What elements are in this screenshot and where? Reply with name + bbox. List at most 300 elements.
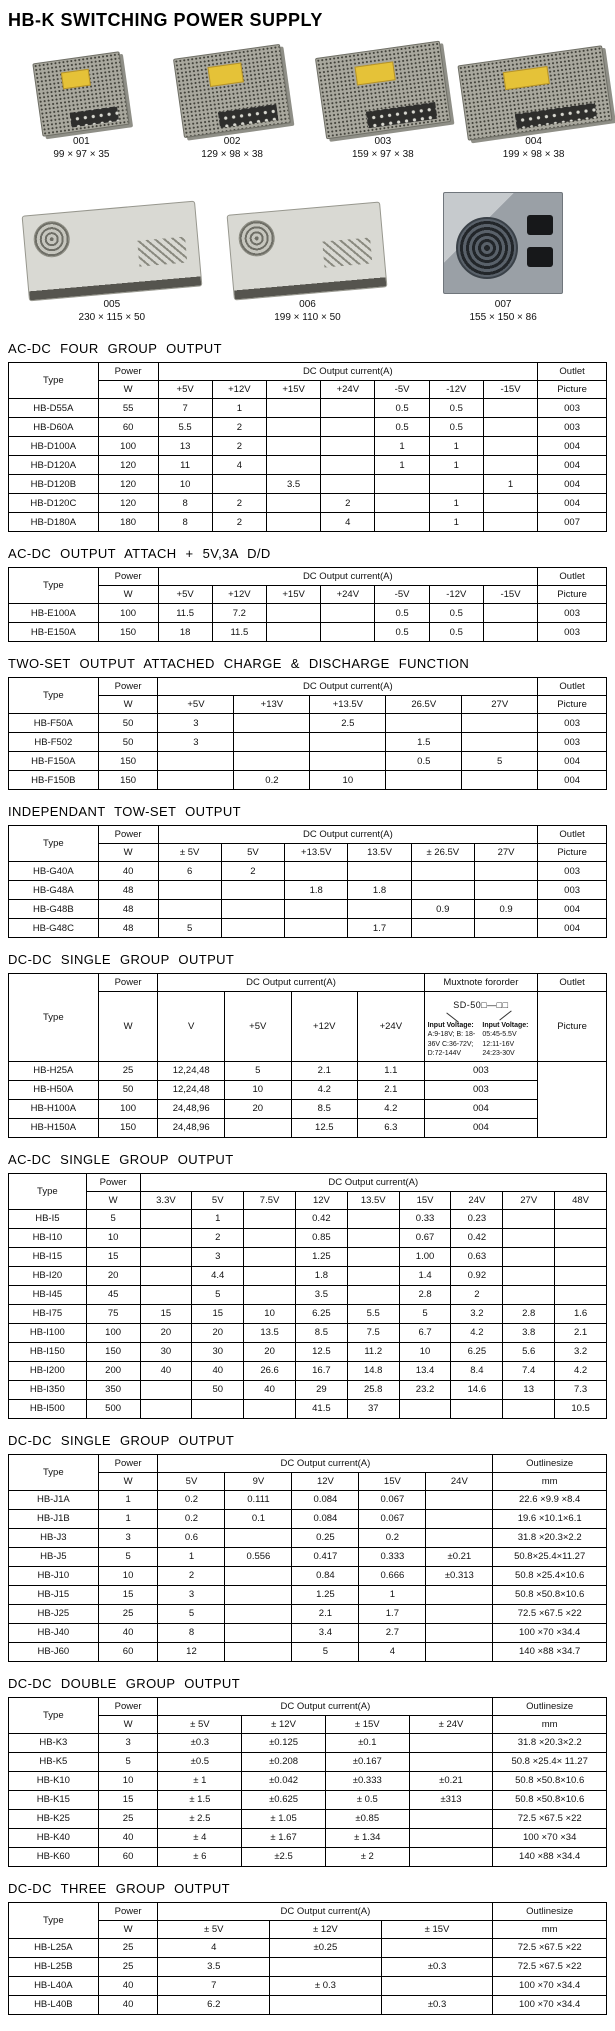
col-header-power: Power: [98, 1697, 158, 1715]
value-cell: 140 ×88 ×34.7: [493, 1642, 607, 1661]
col-subheader-voltage: 27V: [462, 696, 538, 714]
value-cell: 6.25: [451, 1342, 503, 1361]
value-cell: 120: [98, 456, 158, 475]
value-cell: 6.3: [358, 1118, 425, 1137]
value-cell: 4.2: [555, 1361, 607, 1380]
table-body: [9, 1061, 607, 1137]
col-subheader-watt: W: [98, 381, 158, 399]
col-subheader-picture: mm: [493, 1715, 607, 1733]
value-cell: [321, 418, 375, 437]
col-subheader-voltage: +5V: [158, 381, 212, 399]
value-cell: 4.2: [358, 1099, 425, 1118]
value-cell: 3: [98, 1733, 158, 1752]
value-cell: 12: [158, 1642, 225, 1661]
value-cell: ±0.85: [325, 1809, 409, 1828]
value-cell: 0.84: [292, 1566, 359, 1585]
type-cell: HB-K3: [9, 1733, 99, 1752]
col-header-type: Type: [9, 974, 99, 1062]
col-subheader-picture: Picture: [538, 381, 607, 399]
value-cell: 180: [98, 513, 158, 532]
value-cell: 72.5 ×67.5 ×22: [493, 1957, 607, 1976]
table-row: [9, 1566, 607, 1585]
value-cell: [386, 771, 462, 790]
col-subheader-picture: mm: [493, 1472, 607, 1490]
value-cell: 2: [212, 513, 266, 532]
type-cell: HB-I200: [9, 1361, 87, 1380]
col-subheader-voltage: +12V: [291, 992, 358, 1062]
value-cell: [399, 1399, 451, 1418]
value-cell: 1: [429, 513, 483, 532]
table-row: [9, 752, 607, 771]
value-cell: 5: [98, 1752, 158, 1771]
value-cell: [140, 1228, 192, 1247]
value-cell: 1: [429, 437, 483, 456]
value-cell: [429, 475, 483, 494]
product-card-004: [462, 55, 605, 160]
value-cell: 5: [292, 1642, 359, 1661]
value-cell: 20: [224, 1099, 291, 1118]
value-cell: 100 ×70 ×34.4: [493, 1976, 607, 1995]
value-cell: 004: [538, 494, 607, 513]
col-subheader-voltage: -15V: [483, 381, 537, 399]
col-header-power: Power: [98, 826, 158, 844]
value-cell: [503, 1266, 555, 1285]
value-cell: 4.4: [192, 1266, 244, 1285]
type-cell: HB-J10: [9, 1566, 99, 1585]
table-cell: [9, 568, 607, 604]
value-cell: [212, 475, 266, 494]
table-row: [9, 494, 607, 513]
table-row: [9, 1399, 607, 1418]
value-cell: [266, 437, 320, 456]
value-cell: 29: [295, 1380, 347, 1399]
value-cell: 8.5: [291, 1099, 358, 1118]
value-cell: 100: [86, 1323, 140, 1342]
value-cell: [483, 623, 537, 642]
type-cell: HB-J25: [9, 1604, 99, 1623]
value-cell: 25: [98, 1957, 158, 1976]
col-header-outlet: Outlet: [538, 678, 607, 696]
section-dcdc-double-group: [8, 1676, 607, 1867]
value-cell: 40: [98, 1976, 158, 1995]
col-subheader-voltage: +5V: [224, 992, 291, 1062]
value-cell: [321, 456, 375, 475]
value-cell: 1.7: [359, 1604, 426, 1623]
product-size: 230 × 115 × 50: [78, 312, 146, 323]
value-cell: 0.9: [411, 900, 474, 919]
value-cell: 48: [98, 900, 158, 919]
value-cell: [244, 1285, 296, 1304]
col-subheader-voltage: 5V: [192, 1191, 244, 1209]
value-cell: 2: [221, 862, 284, 881]
table-row: [9, 1209, 607, 1228]
value-cell: [244, 1209, 296, 1228]
value-cell: [158, 752, 234, 771]
col-subheader-voltage: +13V: [234, 696, 310, 714]
value-cell: 0.067: [359, 1490, 426, 1509]
header-row: [9, 568, 607, 586]
value-cell: 40: [98, 1828, 158, 1847]
value-cell: [221, 919, 284, 938]
value-cell: [409, 1752, 493, 1771]
value-cell: [348, 900, 411, 919]
value-cell: 40: [98, 1623, 158, 1642]
note-title: Input Voltage:: [427, 1022, 474, 1029]
section-title: INDEPENDANT TOW-SET OUTPUT: [8, 804, 242, 819]
section-independant-tow-set: [8, 804, 607, 938]
value-cell: [347, 1285, 399, 1304]
subheader-row: [9, 381, 607, 399]
value-cell: [426, 1528, 493, 1547]
value-cell: [234, 714, 310, 733]
table-row: [9, 1828, 607, 1847]
col-header-outlet: Outlet: [538, 974, 607, 992]
value-cell: [409, 1809, 493, 1828]
type-cell: HB-L25B: [9, 1957, 99, 1976]
value-cell: 4: [212, 456, 266, 475]
col-subheader-voltage: ± 12V: [242, 1715, 326, 1733]
section-title: DC-DC THREE GROUP OUTPUT: [8, 1880, 231, 1896]
value-cell: [244, 1266, 296, 1285]
value-cell: 120: [98, 475, 158, 494]
section-acdc-output-attach: [8, 546, 607, 642]
table-body: [9, 1490, 607, 1661]
value-cell: [310, 733, 386, 752]
value-cell: [381, 1976, 493, 1995]
value-cell: 200: [86, 1361, 140, 1380]
value-cell: 0.5: [429, 399, 483, 418]
product-id: 001: [73, 136, 90, 147]
value-cell: 1: [158, 1547, 225, 1566]
col-header-type: Type: [9, 678, 99, 714]
section-title: DC-DC DOUBLE GROUP OUTPUT: [8, 1675, 241, 1691]
value-cell: 0.084: [292, 1509, 359, 1528]
value-cell: 2.1: [292, 1604, 359, 1623]
product-size: 99 × 97 × 35: [53, 149, 110, 160]
value-cell: [483, 513, 537, 532]
value-cell: [266, 418, 320, 437]
order-note-pointer-lines: [428, 1012, 535, 1021]
value-cell: 48: [98, 881, 158, 900]
value-cell: [483, 604, 537, 623]
value-cell: [321, 623, 375, 642]
product-card-005: [24, 208, 200, 323]
value-cell: [266, 399, 320, 418]
section-dcdc-three-group: [8, 1881, 607, 2015]
value-cell: 0.084: [292, 1490, 359, 1509]
value-cell: [409, 1847, 493, 1866]
value-cell: 2: [212, 418, 266, 437]
col-header-outlet: Outlinesize: [493, 1454, 607, 1472]
section-acdc-four-group: [8, 341, 607, 532]
product-id: 005: [103, 299, 121, 310]
value-cell: [375, 475, 429, 494]
table-row: [9, 1509, 607, 1528]
value-cell: 12.5: [291, 1118, 358, 1137]
value-cell: 2: [212, 437, 266, 456]
product-id: 006: [299, 299, 316, 310]
table-row: [9, 604, 607, 623]
value-cell: 0.5: [386, 752, 462, 771]
value-cell: 3.4: [292, 1623, 359, 1642]
type-cell: HB-J3: [9, 1528, 99, 1547]
value-cell: 3: [158, 714, 234, 733]
value-cell: 004: [538, 437, 607, 456]
table-row: [9, 1228, 607, 1247]
value-cell: 150: [98, 623, 158, 642]
value-cell: 5.5: [158, 418, 212, 437]
value-cell: 72.5 ×67.5 ×22: [493, 1809, 607, 1828]
input-voltage-note-right: [482, 1021, 534, 1059]
value-cell: 003: [538, 623, 607, 642]
value-cell: [321, 437, 375, 456]
table-row: [9, 1285, 607, 1304]
value-cell: 40: [244, 1380, 296, 1399]
col-header-type: Type: [9, 363, 99, 399]
value-cell: 0.25: [292, 1528, 359, 1547]
value-cell: 0.42: [295, 1209, 347, 1228]
col-header-dc-output: DC Output current(A): [140, 1173, 607, 1191]
value-cell: ±0.208: [242, 1752, 326, 1771]
value-cell: 13: [158, 437, 212, 456]
value-cell: 0.85: [295, 1228, 347, 1247]
value-cell: ±2.5: [242, 1847, 326, 1866]
order-note-columns: [428, 1021, 535, 1059]
col-subheader-voltage: ± 24V: [409, 1715, 493, 1733]
type-cell: HB-E150A: [9, 623, 99, 642]
value-cell: 14.6: [451, 1380, 503, 1399]
value-cell: 0.5: [375, 623, 429, 642]
col-header-type: Type: [9, 568, 99, 604]
value-cell: 25.8: [347, 1380, 399, 1399]
value-cell: 2: [158, 1566, 225, 1585]
value-cell: [462, 771, 538, 790]
value-cell: 7.2: [212, 604, 266, 623]
value-cell: 120: [98, 494, 158, 513]
col-header-dc-output: DC Output current(A): [158, 678, 538, 696]
value-cell: 13.5: [244, 1323, 296, 1342]
value-cell: 13.4: [399, 1361, 451, 1380]
value-cell: 1: [98, 1509, 158, 1528]
value-cell: 0.6: [158, 1528, 225, 1547]
value-cell: 4: [158, 1938, 270, 1957]
value-cell: 50.8×25.4×11.27: [493, 1547, 607, 1566]
type-cell: HB-G40A: [9, 862, 99, 881]
col-subheader-voltage: 26.5V: [386, 696, 462, 714]
value-cell: [270, 1995, 382, 2014]
table-row: [9, 1247, 607, 1266]
value-cell: 003: [538, 399, 607, 418]
value-cell: 0.5: [429, 418, 483, 437]
value-cell: [225, 1528, 292, 1547]
col-header-power: Power: [98, 363, 158, 381]
value-cell: 12,24,48: [158, 1080, 225, 1099]
table-row: [9, 900, 607, 919]
product-photo-007: [443, 192, 563, 294]
col-header-power: Power: [98, 1902, 158, 1920]
value-cell: 1.1: [358, 1061, 425, 1080]
value-cell: 75: [86, 1304, 140, 1323]
value-cell: 0.1: [225, 1509, 292, 1528]
value-cell: 41.5: [295, 1399, 347, 1418]
section-acdc-single-group: [8, 1152, 607, 1419]
table-row: [9, 733, 607, 752]
product-photo-002: [173, 44, 291, 138]
col-header-type: Type: [9, 1902, 99, 1938]
type-cell: HB-F150A: [9, 752, 99, 771]
table-row: [9, 399, 607, 418]
value-cell: [503, 1209, 555, 1228]
col-subheader-voltage: 27V: [503, 1191, 555, 1209]
type-cell: HB-K15: [9, 1790, 99, 1809]
section-title: AC-DC FOUR GROUP OUTPUT: [8, 341, 222, 356]
value-cell: 1.7: [348, 919, 411, 938]
value-cell: [140, 1285, 192, 1304]
product-photo-003: [315, 41, 451, 140]
type-cell: HB-J60: [9, 1642, 99, 1661]
value-cell: 1.4: [399, 1266, 451, 1285]
value-cell: 25: [98, 1061, 158, 1080]
value-cell: 5: [98, 1547, 158, 1566]
value-cell: 2: [321, 494, 375, 513]
col-subheader-watt: W: [86, 1191, 140, 1209]
spec-table-two-set-charge-discharge: [8, 677, 607, 790]
value-cell: ±0.3: [158, 1733, 242, 1752]
note-body: 05:45-5.5V 12:11-16V 24:23-30V: [482, 1031, 517, 1058]
value-cell: 15: [192, 1304, 244, 1323]
value-cell: [503, 1247, 555, 1266]
type-cell: HB-I10: [9, 1228, 87, 1247]
table-row: [9, 714, 607, 733]
value-cell: 1.00: [399, 1247, 451, 1266]
col-header-dc-output: DC Output current(A): [158, 974, 424, 992]
value-cell: [347, 1247, 399, 1266]
value-cell: 0.417: [292, 1547, 359, 1566]
value-cell: 8: [158, 513, 212, 532]
value-cell: 25: [98, 1809, 158, 1828]
value-cell: 60: [98, 1642, 158, 1661]
col-subheader-voltage: ± 5V: [158, 1920, 270, 1938]
value-cell: ±0.25: [270, 1938, 382, 1957]
value-cell: 3: [158, 1585, 225, 1604]
value-cell: 4: [359, 1642, 426, 1661]
type-cell: HB-K25: [9, 1809, 99, 1828]
value-cell: 004: [424, 1099, 538, 1118]
value-cell: ±0.21: [426, 1547, 493, 1566]
value-cell: 100: [98, 437, 158, 456]
col-header-power: Power: [98, 1454, 158, 1472]
value-cell: [310, 752, 386, 771]
col-subheader-voltage: +13.5V: [285, 844, 348, 862]
value-cell: [483, 437, 537, 456]
value-cell: 1.5: [386, 733, 462, 752]
value-cell: 16.7: [295, 1361, 347, 1380]
value-cell: 150: [98, 1118, 158, 1137]
value-cell: 1: [375, 456, 429, 475]
note-title: Input Voltage:: [482, 1022, 529, 1029]
value-cell: [158, 771, 234, 790]
value-cell: 1: [359, 1585, 426, 1604]
value-cell: [411, 919, 474, 938]
value-cell: 40: [98, 1995, 158, 2014]
value-cell: 0.111: [225, 1490, 292, 1509]
value-cell: 23.2: [399, 1380, 451, 1399]
value-cell: 6.2: [158, 1995, 270, 2014]
type-cell: HB-H100A: [9, 1099, 99, 1118]
table-row: [9, 1585, 607, 1604]
table-body: [9, 399, 607, 532]
value-cell: [348, 862, 411, 881]
spec-table-dcdc-single-group-note: [8, 973, 607, 1138]
table-row: [9, 919, 607, 938]
value-cell: 6.7: [399, 1323, 451, 1342]
type-cell: HB-J1A: [9, 1490, 99, 1509]
value-cell: 50: [98, 733, 158, 752]
col-subheader-voltage: 24V: [426, 1472, 493, 1490]
col-subheader-voltage: ± 12V: [270, 1920, 382, 1938]
value-cell: 2.5: [310, 714, 386, 733]
value-cell: [140, 1399, 192, 1418]
value-cell: [225, 1623, 292, 1642]
product-photo-004: [458, 45, 613, 141]
value-cell: 2: [451, 1285, 503, 1304]
input-voltage-note-left: [428, 1021, 480, 1059]
table-row: [9, 1642, 607, 1661]
value-cell: 50.8 ×25.4× 11.27: [493, 1752, 607, 1771]
type-cell: HB-D120C: [9, 494, 99, 513]
value-cell: [321, 399, 375, 418]
table-cell: [9, 1173, 607, 1209]
table-row: [9, 437, 607, 456]
value-cell: [483, 456, 537, 475]
table-row: [9, 1304, 607, 1323]
value-cell: 003: [424, 1080, 538, 1099]
table-body: [9, 714, 607, 790]
value-cell: 0.2: [158, 1509, 225, 1528]
value-cell: 0.2: [158, 1490, 225, 1509]
type-cell: HB-H25A: [9, 1061, 99, 1080]
col-subheader-voltage: V: [158, 992, 225, 1062]
value-cell: 3: [158, 733, 234, 752]
product-photo-row-2: [8, 162, 607, 327]
value-cell: 2: [212, 494, 266, 513]
col-subheader-voltage: 13.5V: [347, 1191, 399, 1209]
value-cell: [555, 1228, 607, 1247]
col-subheader-picture: Picture: [538, 844, 607, 862]
type-cell: HB-I45: [9, 1285, 87, 1304]
value-cell: 003: [538, 733, 607, 752]
value-cell: 003: [538, 418, 607, 437]
value-cell: 1.6: [555, 1304, 607, 1323]
value-cell: 55: [98, 399, 158, 418]
value-cell: 0.5: [375, 399, 429, 418]
col-subheader-voltage: ± 26.5V: [411, 844, 474, 862]
value-cell: [426, 1604, 493, 1623]
type-cell: HB-I500: [9, 1399, 87, 1418]
value-cell: [555, 1247, 607, 1266]
col-header-dc-output: DC Output current(A): [158, 1697, 493, 1715]
table-row: [9, 1342, 607, 1361]
value-cell: [375, 494, 429, 513]
col-subheader-voltage: -12V: [429, 381, 483, 399]
value-cell: 20: [244, 1342, 296, 1361]
header-row: [9, 1454, 607, 1472]
type-cell: HB-K5: [9, 1752, 99, 1771]
col-subheader-voltage: ± 5V: [158, 844, 221, 862]
value-cell: 22.6 ×9.9 ×8.4: [493, 1490, 607, 1509]
value-cell: [381, 1938, 493, 1957]
value-cell: [225, 1566, 292, 1585]
